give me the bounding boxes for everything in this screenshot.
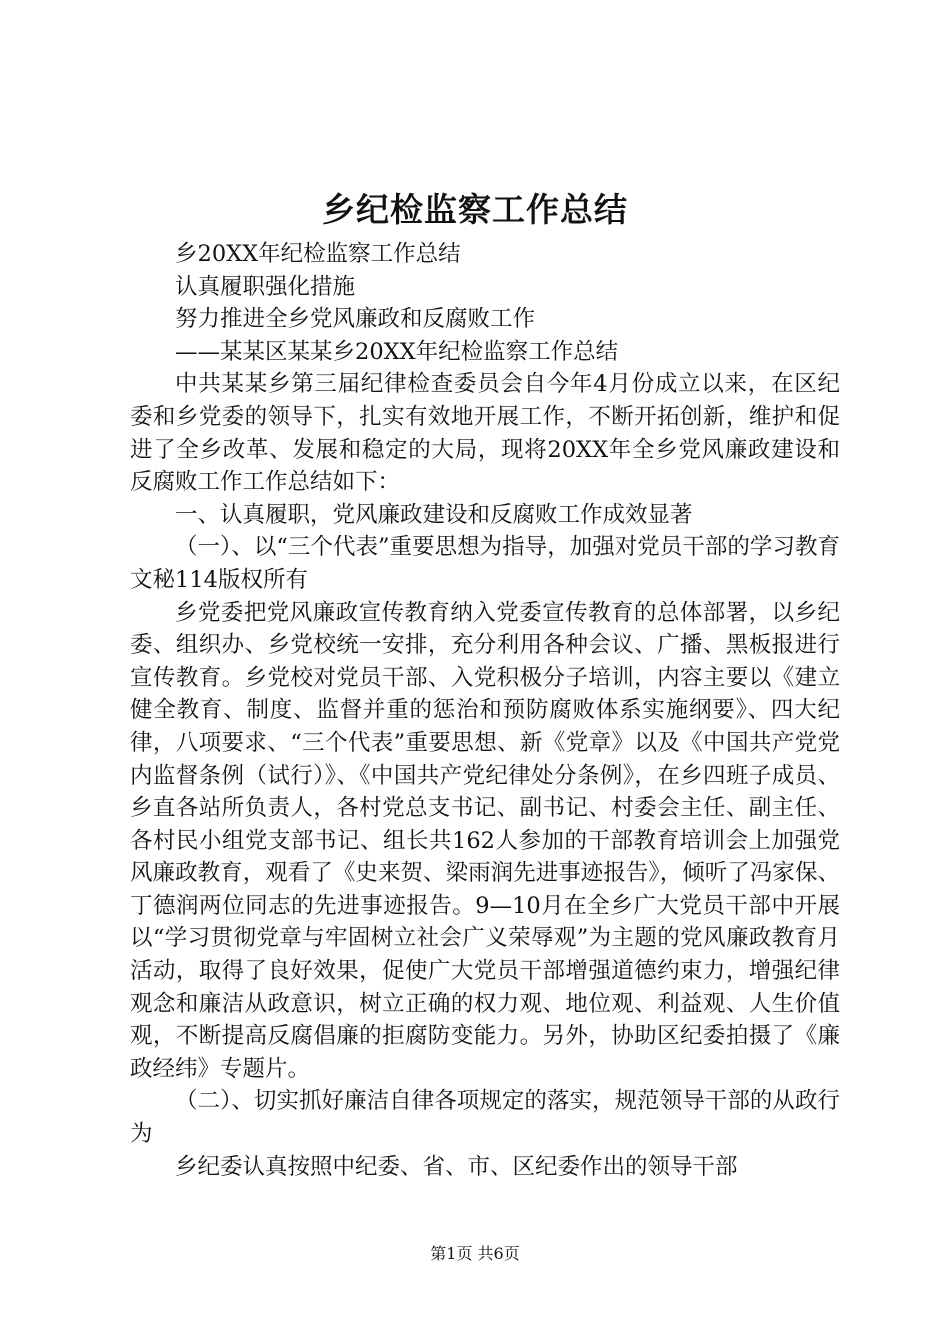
subsection-heading: （二）、切实抓好廉洁自律各项规定的落实，规范领导干部的从政行为: [130, 1088, 840, 1148]
document-title: 乡纪检监察工作总结: [322, 190, 628, 229]
document-body: [130, 238, 840, 1183]
subtitle-line: 乡20XX年纪检监察工作总结: [175, 241, 461, 267]
page-footer: 第1页 共6页: [430, 1244, 520, 1263]
body-paragraph: 乡党委把党风廉政宣传教育纳入党委宣传教育的总体部署，以乡纪委、组织办、乡党校统一安排，充分利用各种会议、广播、黑板报进行宣传教育。乡党校对党员干部、入党积极分子培训，内容主要以《建立健全教育、制度、监督并重的惩治和预防腐败体系实施纲要》、四大纪律，八项要求、“三个代表”重要思想、新《党章》以及《中国共产党党内监督条例（试行）》、《中国共产党纪律处分条例》，在乡四班子成员、乡直各站所负责人，各村党总支书记、副书记、村委会主任、副主任、各村民小组党支部书记、组长共162人参加的干部教育培训会上加强党风廉政教育，观看了《史来贺、梁雨润先进事迹报告》，倾听了冯家保、丁德润两位同志的先进事迹报告。9—10月在全乡广大党员干部中开展以“学习贯彻党章与牢固树立社会广义荣辱观”为主题的党风廉政教育月活动，取得了良好效果，促使广大党员干部增强道德约束力，增强纪律观念和廉洁从政意识，树立正确的权力观、地位观、利益观、人生价值观，不断提高反腐倡廉的拒腐防变能力。另外，协助区纪委拍摄了《廉政经纬》专题片。: [130, 599, 840, 1082]
section-heading: 一、认真履职，党风廉政建设和反腐败工作成效显著: [175, 501, 693, 528]
body-paragraph: 中共某某乡第三届纪律检查委员会自今年4月份成立以来，在区纪委和乡党委的领导下，扎实有效地开展工作，不断开拓创新，维护和促进了全乡改革、发展和稳定的大局，现将20XX年全乡党风廉政建设和反腐败工作工作总结如下：: [130, 371, 840, 496]
subtitle-line: 努力推进全乡党风廉政和反腐败工作: [175, 306, 536, 333]
subtitle-line: ——某某区某某乡20XX年纪检监察工作总结: [175, 338, 619, 365]
body-paragraph: 乡纪委认真按照中纪委、省、市、区纪委作出的领导干部: [175, 1153, 738, 1180]
subtitle-line: 认真履职强化措施: [175, 273, 356, 300]
subsection-heading: （一）、以“三个代表”重要思想为指导，加强对党员干部的学习教育文秘114版权所有: [130, 534, 840, 593]
